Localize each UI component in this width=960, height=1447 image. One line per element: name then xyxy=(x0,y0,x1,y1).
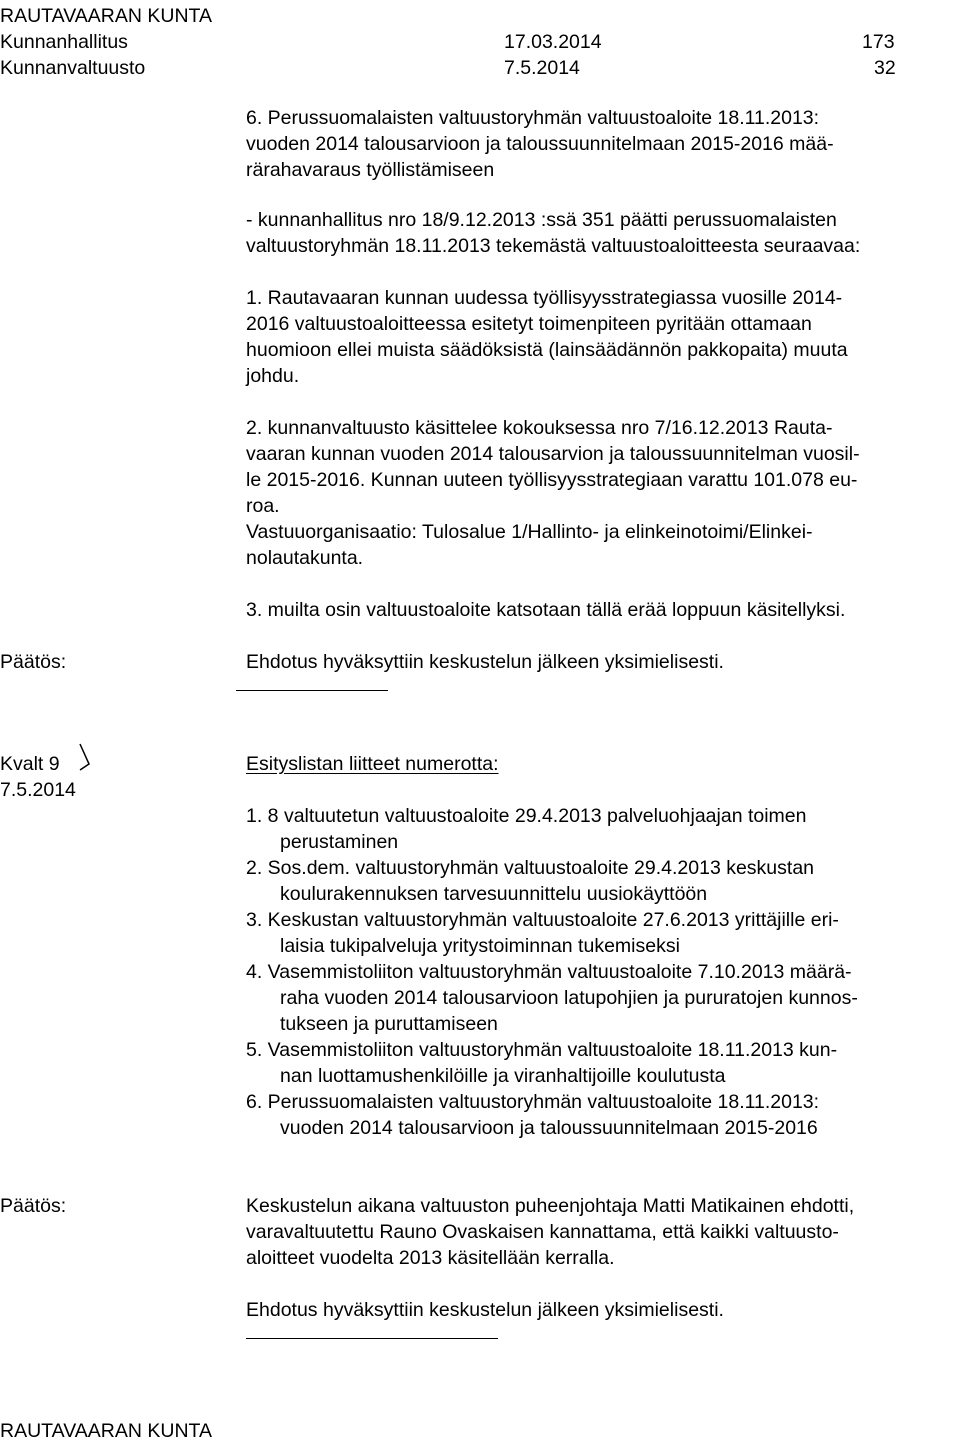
paragraph-2-line: 2. kunnanvaltuusto käsittelee kokouksessa nro 7/16.12.2013 Rauta- xyxy=(246,417,833,439)
paragraph-2-line: nolautakunta. xyxy=(246,547,364,569)
header-page: 173 xyxy=(862,31,895,53)
attachment-line: 6. Perussuomalaisten valtuustoryhmän valtuustoaloite 18.11.2013: xyxy=(246,1091,820,1113)
attachment-line: perustaminen xyxy=(280,831,399,853)
section-date: 7.5.2014 xyxy=(0,779,76,801)
section-marker-bracket xyxy=(78,742,92,774)
attachment-line: tukseen ja puruttamiseen xyxy=(280,1013,498,1035)
attachment-line: laisia tukipalveluja yritystoiminnan tukemiseksi xyxy=(280,935,680,957)
paragraph-2-line: le 2015-2016. Kunnan uuteen työllisyysstrategiaan varattu 101.078 eu- xyxy=(246,469,858,491)
decision-line: aloitteet vuodelta 2013 käsitellään kerralla. xyxy=(246,1247,615,1269)
paragraph-2-line: Vastuuorganisaatio: Tulosalue 1/Hallinto- ja elinkeinotoimi/Elinkei- xyxy=(246,521,813,543)
decision-line: Keskustelun aikana valtuuston puheenjohtaja Matti Matikainen ehdotti, xyxy=(246,1195,855,1217)
attachment-line: 2. Sos.dem. valtuustoryhmän valtuustoaloite 29.4.2013 keskustan xyxy=(246,857,815,879)
signature-line xyxy=(246,1338,498,1339)
section-label: Kvalt 9 xyxy=(0,753,60,775)
decision-label: Päätös: xyxy=(0,1195,67,1217)
header-date: 17.03.2014 xyxy=(504,31,602,53)
attachment-line: 1. 8 valtuutetun valtuustoaloite 29.4.2013 palveluohjaajan toimen xyxy=(246,805,807,827)
footer-org: RAUTAVAARAN KUNTA xyxy=(0,1420,212,1442)
kh-line: valtuustoryhmän 18.11.2013 tekemästä valtuustoaloitteesta seuraavaa: xyxy=(246,235,861,257)
attachment-line: 5. Vasemmistoliiton valtuustoryhmän valtuustoaloite 18.11.2013 kun- xyxy=(246,1039,838,1061)
item-title-line: vuoden 2014 talousarvioon ja taloussuunnitelmaan 2015-2016 mää- xyxy=(246,133,834,155)
decision-text: Ehdotus hyväksyttiin keskustelun jälkeen yksimielisesti. xyxy=(246,1299,724,1321)
decision-line: varavaltuutettu Rauno Ovaskaisen kannattama, että kaikki valtuusto- xyxy=(246,1221,839,1243)
decision-label: Päätös: xyxy=(0,651,67,673)
attachment-line: koulurakennuksen tarvesuunnittelu uusiokäyttöön xyxy=(280,883,708,905)
paragraph-2-line: vaaran kunnan vuoden 2014 talousarvion ja taloussuunnitelman vuosil- xyxy=(246,443,860,465)
header-body: Kunnanhallitus xyxy=(0,31,128,53)
kh-line: - kunnanhallitus nro 18/9.12.2013 :ssä 351 päätti perussuomalaisten xyxy=(246,209,837,231)
attachment-line: raha vuoden 2014 talousarvioon latupohjien ja pururatojen kunnos- xyxy=(280,987,858,1009)
decision-text: Ehdotus hyväksyttiin keskustelun jälkeen yksimielisesti. xyxy=(246,651,724,673)
header-body: Kunnanvaltuusto xyxy=(0,57,146,79)
attachment-line: vuoden 2014 talousarvioon ja taloussuunnitelmaan 2015-2016 xyxy=(280,1117,818,1139)
header-page: 32 xyxy=(874,57,896,79)
signature-line xyxy=(236,690,388,691)
paragraph-1-line: johdu. xyxy=(246,365,300,387)
header-org: RAUTAVAARAN KUNTA xyxy=(0,5,212,27)
attachment-line: 4. Vasemmistoliiton valtuustoryhmän valtuustoaloite 7.10.2013 määrä- xyxy=(246,961,852,983)
item-title-line: rärahavaraus työllistämiseen xyxy=(246,159,495,181)
paragraph-1-line: huomioon ellei muista säädöksistä (lainsäädännön pakkopaita) muuta xyxy=(246,339,848,361)
item-title-line: 6. Perussuomalaisten valtuustoryhmän valtuustoaloite 18.11.2013: xyxy=(246,107,820,129)
paragraph-3: 3. muilta osin valtuustoaloite katsotaan tällä erää loppuun käsitellyksi. xyxy=(246,599,846,621)
paragraph-1-line: 2016 valtuustoaloitteessa esitetyt toimenpiteen pyritään ottamaan xyxy=(246,313,812,335)
attachment-line: 3. Keskustan valtuustoryhmän valtuustoaloite 27.6.2013 yrittäjille eri- xyxy=(246,909,839,931)
paragraph-1-line: 1. Rautavaaran kunnan uudessa työllisyysstrategiassa vuosille 2014- xyxy=(246,287,843,309)
attachments-title: Esityslistan liitteet numerotta: xyxy=(246,753,499,775)
attachment-line: nan luottamushenkilöille ja viranhaltijoille koulutusta xyxy=(280,1065,726,1087)
paragraph-2-line: roa. xyxy=(246,495,280,517)
header-date: 7.5.2014 xyxy=(504,57,580,79)
